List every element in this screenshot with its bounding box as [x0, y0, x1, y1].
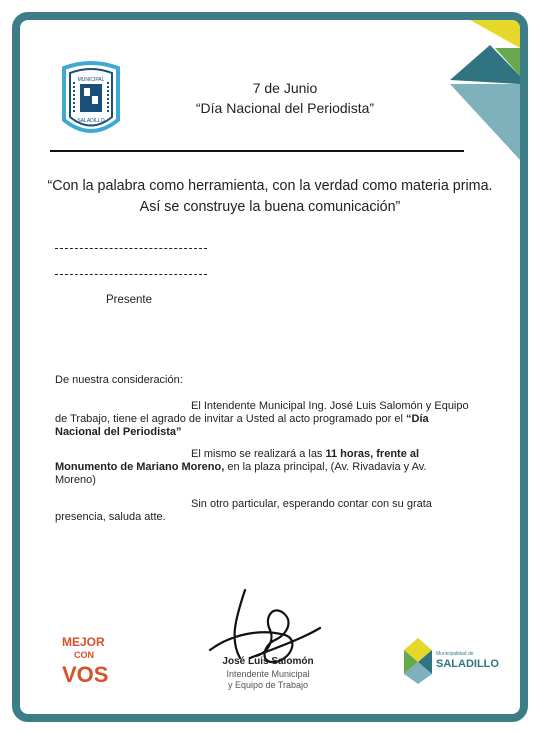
- seal-top-text: MUNICIPAL: [77, 77, 105, 83]
- paragraph-details-text-a: El mismo se realizará a las: [191, 448, 326, 460]
- paragraph-closing-text: Sin otro particular, esperando contar con su grata presencia, saluda atte.: [55, 498, 432, 523]
- signer-role-1: Intendente Municipal: [226, 669, 310, 679]
- paragraph-invitation: [55, 400, 469, 439]
- logo-mejor-text: MEJOR: [62, 635, 105, 649]
- paragraph-invitation-text: El Intendente Municipal Ing. José Luis Salomón y Equipo de Trabajo, tiene el agrado de invitar a Usted al acto programado por el: [55, 400, 469, 425]
- quote-line-1: “Con la palabra como herramienta, con la verdad como materia prima.: [47, 178, 493, 194]
- paragraph-details-place: 11 horas, frente al Monumento de Mariano Moreno,: [55, 448, 420, 473]
- paragraph-closing: [55, 498, 469, 524]
- quote-line-2: Así se construye la buena comunicación”: [139, 199, 401, 215]
- salutation: Presente: [106, 294, 153, 306]
- paragraph-details: [55, 448, 469, 487]
- signer-role: [208, 669, 328, 691]
- logo-vos-text: VOS: [62, 662, 109, 687]
- signer-name: José Luis Salomón: [222, 656, 314, 667]
- municipalidad-saladillo-logo: [402, 636, 502, 684]
- paragraph-details-text-c: en la plaza principal, (Av. Rivadavia y Av. Moreno): [55, 461, 427, 486]
- letter-frame: [12, 12, 528, 722]
- seal-bottom-text: SALADILLO: [77, 118, 105, 124]
- logo-saladillo-text: SALADILLO: [436, 658, 499, 670]
- motto-quote: [35, 176, 505, 218]
- recipient-line-2: [55, 274, 207, 275]
- logo-con-text: CON: [74, 650, 94, 660]
- header-block: [170, 78, 400, 118]
- corner-decoration: [450, 20, 520, 160]
- logo-municipalidad-text: Municipalidad de: [436, 651, 474, 657]
- event-date: 7 de Junio: [252, 80, 318, 96]
- signer-role-2: y Equipo de Trabajo: [227, 680, 309, 690]
- event-title: “Día Nacional del Periodista”: [195, 100, 375, 116]
- greeting: De nuestra consideración:: [55, 374, 183, 386]
- recipient-line-1: [55, 248, 207, 249]
- header-divider: [50, 150, 464, 152]
- municipal-seal-icon: [56, 60, 126, 140]
- paragraph-invitation-event: “Día Nacional del Periodista”: [55, 413, 429, 438]
- mejor-con-vos-logo: [60, 632, 120, 688]
